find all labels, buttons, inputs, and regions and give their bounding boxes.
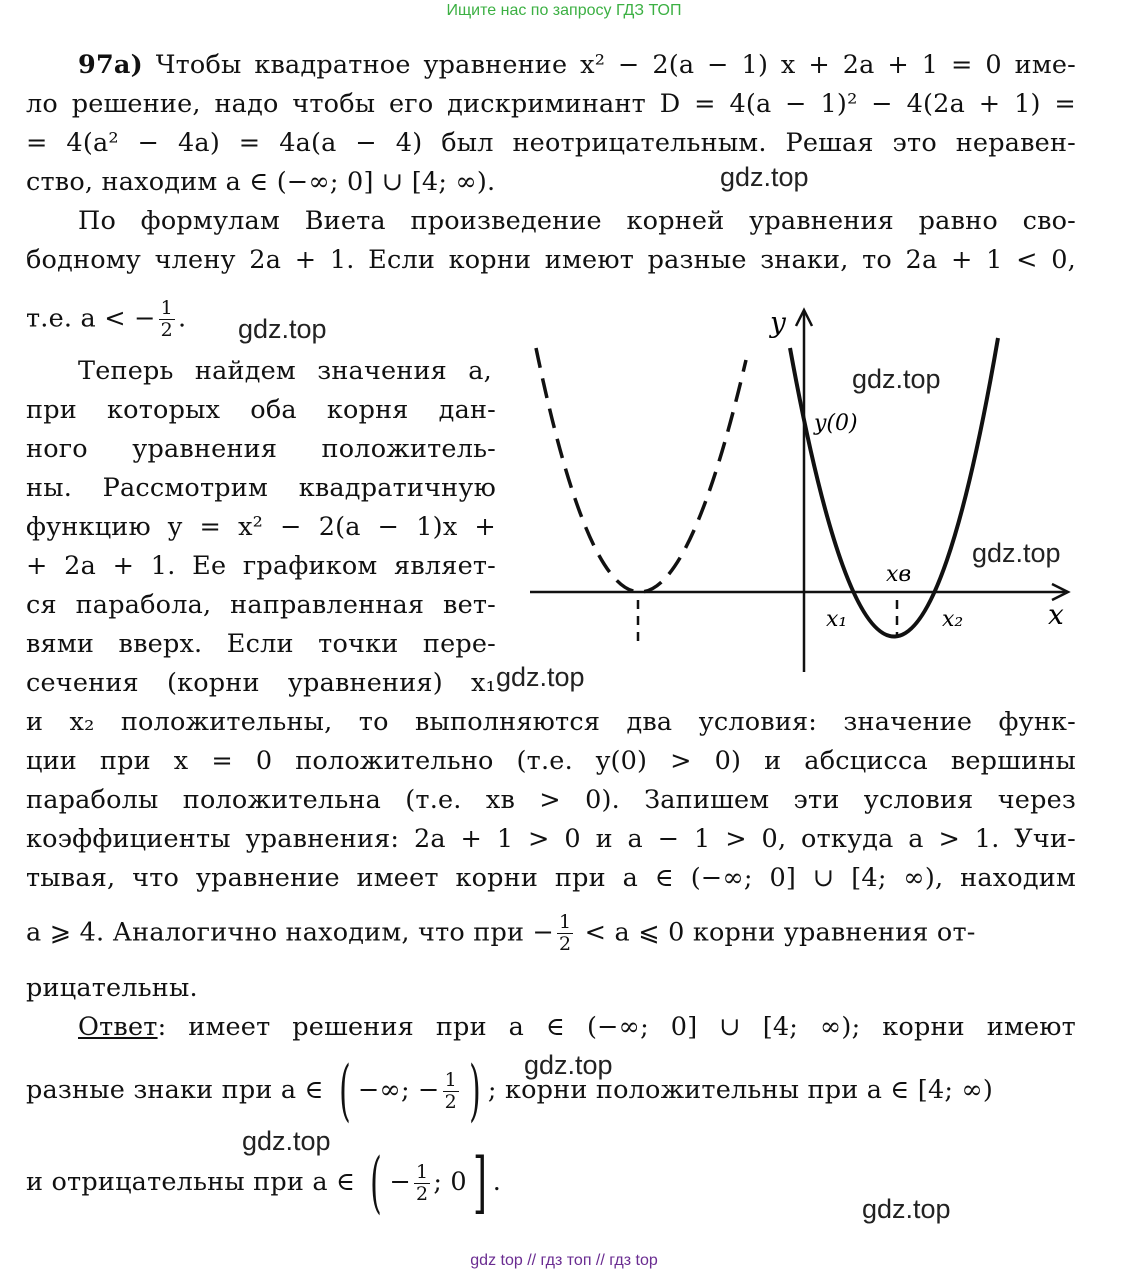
p1-line-3: = 4(a² − 4a) = 4a(a − 4) был неотрицательным. Решая это неравен- <box>26 128 1076 158</box>
p3-line-13: коэффициенты уравнения: 2a + 1 > 0 и a − 1 > 0, откуда a > 1. Учи- <box>26 824 1076 854</box>
frac-den: 2 <box>416 1182 429 1205</box>
p2-line-2: бодному члену 2a + 1. Если корни имеют разные знаки, то 2a + 1 < 0, <box>26 245 1076 275</box>
watermark: gdz.top <box>972 538 1061 568</box>
p3-line-5: функцию y = x² − 2(a − 1)x + <box>26 512 496 542</box>
problem-label: 97а) <box>78 50 143 80</box>
watermark: gdz.top <box>852 364 941 394</box>
p2-line-1: По формулам Виета произведение корней уравнения равно сво- <box>78 206 1076 236</box>
watermark: gdz.top <box>524 1050 613 1080</box>
answer-line-3-post: . <box>492 1167 502 1197</box>
dashed-parabola <box>536 348 746 592</box>
frac-num: 1 <box>416 1160 429 1183</box>
p1-line-1 <box>78 50 1076 80</box>
p1-line-1-text: Чтобы квадратное уравнение x² − 2(a − 1) x + 2a + 1 = 0 име- <box>155 50 1076 80</box>
frac-den: 2 <box>444 1090 457 1113</box>
p2-line-3-post: . <box>177 303 187 334</box>
watermark: gdz.top <box>238 314 327 344</box>
promo-banner[interactable]: Ищите нас по запросу ГДЗ ТОП <box>446 2 682 19</box>
frac-num: 1 <box>559 911 572 933</box>
x1-label: x₁ <box>826 607 848 632</box>
answer-line-2-pre: разные знаки при a ∈ <box>26 1075 332 1105</box>
p3-line-9: сечения (корни уравнения) x₁ <box>26 668 496 698</box>
watermark: gdz.top <box>496 662 585 692</box>
p3-line-14: тывая, что уравнение имеет корни при a ∈ (−∞; 0] ∪ [4; ∞), находим <box>26 863 1076 893</box>
p1-line-2: ло решение, надо чтобы его дискриминант D = 4(a − 1)² − 4(2a + 1) = <box>26 89 1076 119</box>
p3-line-16: рицательны. <box>26 973 198 1003</box>
close-paren: ) <box>469 1052 481 1129</box>
open-paren: ( <box>339 1052 351 1129</box>
answer-line-1 <box>78 1012 1076 1042</box>
answer-line-3-pre: и отрицательны при a ∈ <box>26 1167 364 1197</box>
p3-line-6: + 2a + 1. Ее графиком являет- <box>26 551 496 581</box>
p2-line-3-pre: т.е. a < − <box>26 303 156 334</box>
fraction-one-half <box>159 298 175 341</box>
open-paren: ( <box>370 1144 383 1221</box>
answer-line-1-text: : имеет решения при a ∈ (−∞; 0] ∪ [4; ∞); корни имеют <box>157 1012 1076 1042</box>
answer-line-3 <box>26 1144 502 1221</box>
watermark: gdz.top <box>862 1194 951 1224</box>
p3-line-2: при которых оба корня дан- <box>26 395 496 425</box>
y-axis-label: y <box>770 306 786 339</box>
p3-line-10: и x₂ положительны, то выполняются два условия: значение функ- <box>26 707 1076 737</box>
p3-line-15 <box>26 912 1076 955</box>
answer-label: Ответ <box>78 1012 158 1042</box>
p3-line-1: Теперь найдем значения a, <box>78 356 492 386</box>
y0-label: y(0) <box>814 411 858 436</box>
p3-line-15-post: < a ⩽ 0 корни уравнения от- <box>576 917 976 948</box>
p3-line-7: ся парабола, направленная вет- <box>26 590 496 620</box>
answer-line-2-post: ; корни положительны при a ∈ [4; ∞) <box>487 1075 994 1105</box>
answer-line-2-inner: −∞; − <box>357 1075 440 1105</box>
fraction-one-half <box>557 912 573 955</box>
p3-line-15-pre: a ⩾ 4. Аналогично находим, что при − <box>26 917 555 948</box>
answer-line-3-inner-post: ; 0 <box>433 1167 467 1197</box>
x2-label: x₂ <box>942 607 964 632</box>
p2-line-3 <box>26 298 186 341</box>
watermark: gdz.top <box>720 162 809 192</box>
p3-line-3: ного уравнения положитель- <box>26 434 496 464</box>
parabola-graph <box>520 300 1080 680</box>
xv-label: xв <box>886 562 912 587</box>
answer-line-2 <box>26 1052 994 1129</box>
frac-den: 2 <box>160 318 173 341</box>
frac-num: 1 <box>160 297 173 319</box>
frac-den: 2 <box>559 932 572 955</box>
fraction-one-half <box>414 1162 430 1205</box>
frac-num: 1 <box>444 1068 457 1091</box>
answer-line-3-inner-pre: − <box>389 1167 412 1197</box>
watermark: gdz.top <box>242 1126 331 1156</box>
p3-line-11: ции при x = 0 положительно (т.е. y(0) > 0) и абсцисса вершины <box>26 746 1076 776</box>
close-bracket: ] <box>472 1144 487 1221</box>
p1-line-4: ство, находим a ∈ (−∞; 0] ∪ [4; ∞). <box>26 167 496 197</box>
p3-line-8: вями вверх. Если точки пере- <box>26 629 496 659</box>
footer-links[interactable]: gdz top // гдз топ // гдз top <box>470 1252 658 1269</box>
p3-line-4: ны. Рассмотрим квадратичную <box>26 473 496 503</box>
fraction-one-half <box>443 1070 459 1113</box>
p3-line-12: параболы положительна (т.е. xв > 0). Запишем эти условия через <box>26 785 1076 815</box>
x-axis-label: x <box>1048 598 1064 631</box>
